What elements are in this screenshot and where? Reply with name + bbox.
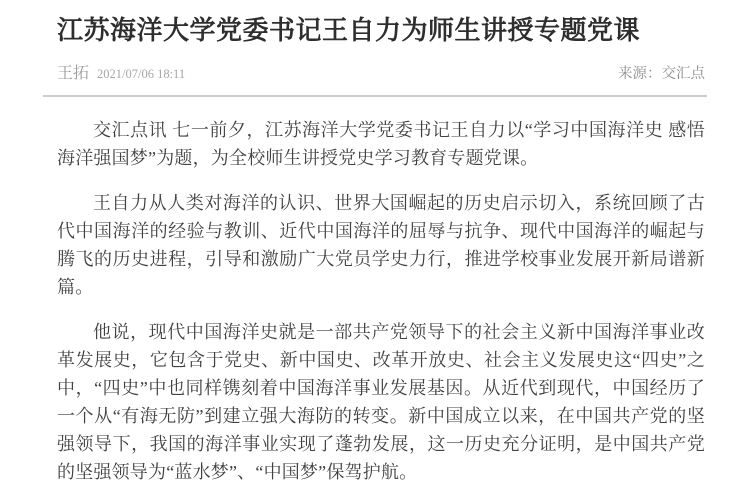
article-source: 来源：交汇点 [618,66,705,82]
byline-divider [43,95,707,97]
article-byline [57,64,705,84]
article-body [57,116,705,486]
publish-datetime: 2021/07/06 18:11 [97,67,186,81]
article-title: 江苏海洋大学党委书记王自力为师生讲授专题党课 [57,16,641,45]
paragraph-1: 交汇点讯 七一前夕，江苏海洋大学党委书记王自力以“学习中国海洋史 感悟海洋强国梦”为题，为全校师生讲授党史学习教育专题党课。 [57,120,705,168]
paragraph-2: 王自力从人类对海洋的认识、世界大国崛起的历史启示切入，系统回顾了古代中国海洋的经验与教训、近代中国海洋的屈辱与抗争、现代中国海洋的崛起与腾飞的历史进程，引导和激励广大党员学史力行，推进学校事业发展开新局谱新篇。 [57,193,705,297]
paragraph-3: 他说，现代中国海洋史就是一部共产党领导下的社会主义新中国海洋事业改革发展史，它包含于党史、新中国史、改革开放史、社会主义发展史这“四史”之中，“四史”中也同样镌刻着中国海洋事业发展基因。从近代到现代，中国经历了一个从“有海无防”到建立强大海防的转变。新中国成立以来，在中国共产党的坚强领导下，我国的海洋事业实现了蓬勃发展，这一历史充分证明，是中国共产党的坚强领导为“蓝水梦”、“中国梦”保驾护航。 [57,322,705,482]
author-name: 王拓 [57,65,90,82]
